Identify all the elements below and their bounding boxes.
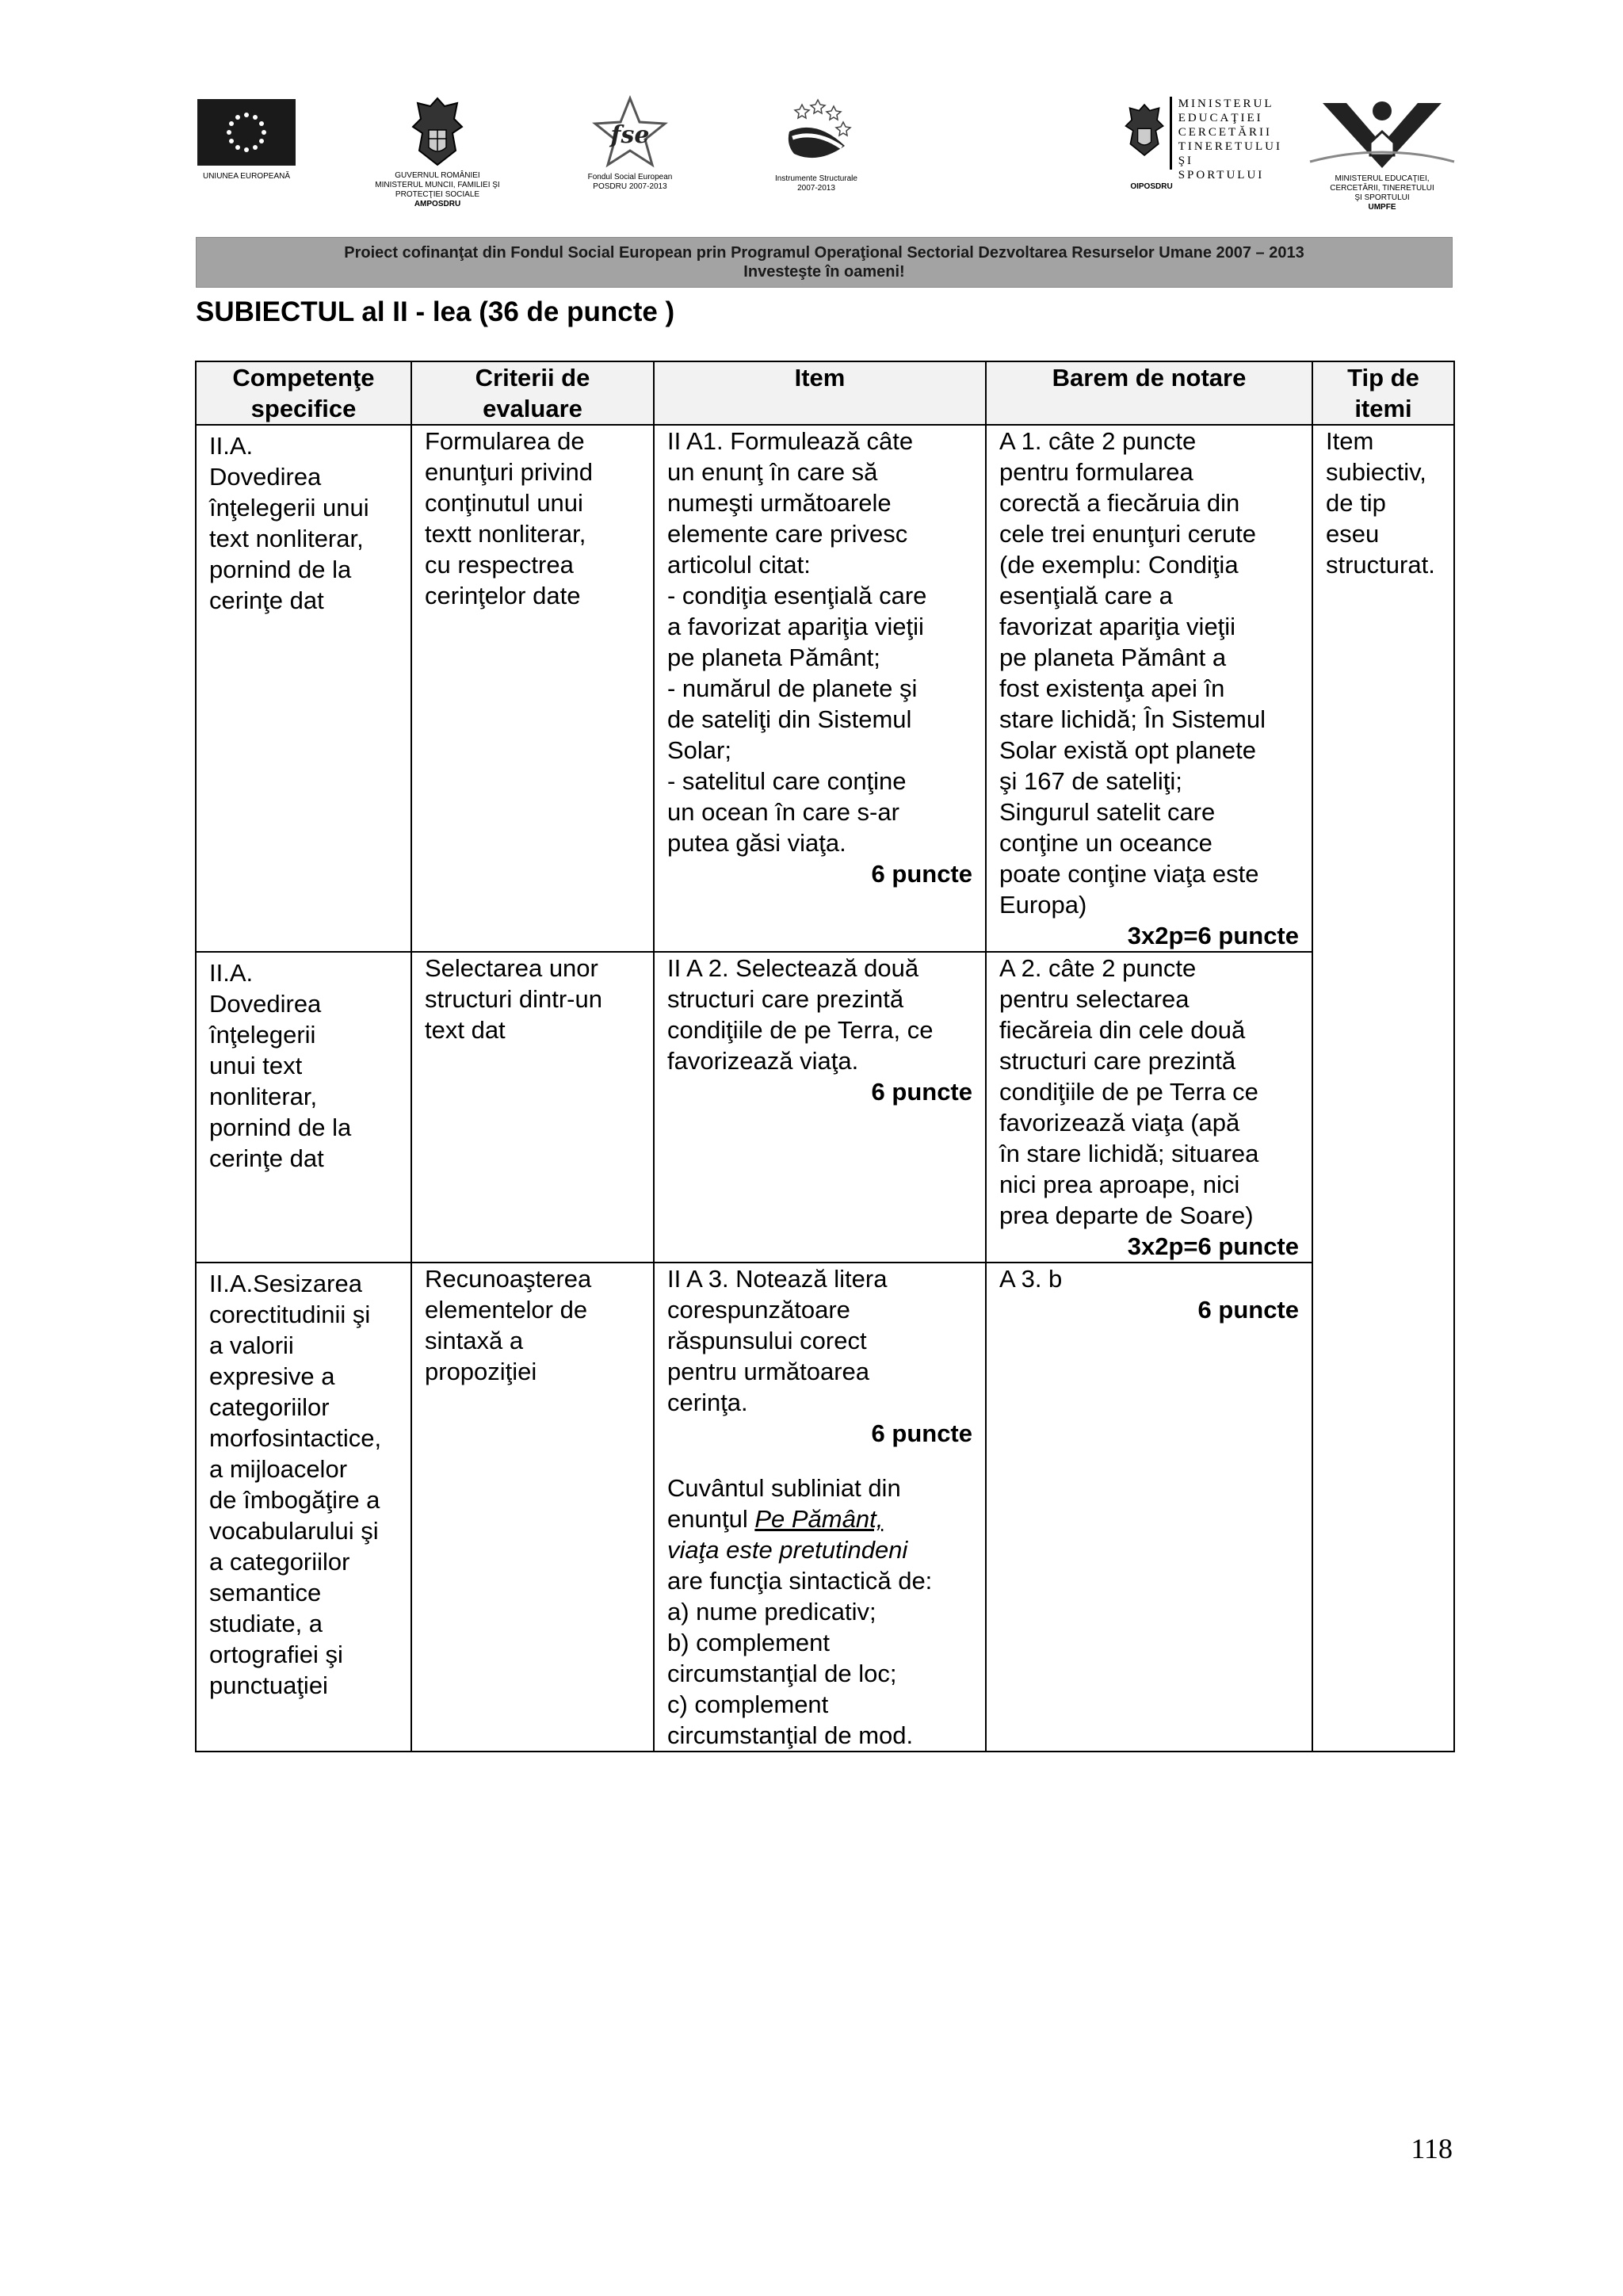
text-line: a categoriilor — [209, 1548, 350, 1576]
text-line: de sateliţi din Sistemul — [667, 705, 912, 733]
text-line: elementelor de — [425, 1296, 588, 1324]
barem-cell — [986, 1263, 1312, 1752]
gov-caption-1: GUVERNUL ROMÂNIEI — [395, 171, 480, 180]
text-line: ortografiei şi — [209, 1641, 343, 1668]
text-line: cerinţa. — [667, 1389, 748, 1416]
page-number: 118 — [1411, 2133, 1453, 2164]
gov-caption-3: PROTECŢIEI SOCIALE — [395, 190, 480, 199]
text-line: II.A. — [209, 432, 254, 460]
text-line: corectitudinii şi — [209, 1301, 371, 1328]
text-line: studiate, a — [209, 1610, 323, 1637]
text-line: fost existenţa apei în — [999, 674, 1225, 702]
text-line: sintaxă a — [425, 1327, 524, 1354]
umpfe-caption-2: CERCETĂRII, TINERETULUI — [1330, 184, 1434, 193]
text-line: enunţuri privind — [425, 458, 593, 486]
criterii-cell — [411, 952, 654, 1263]
text-line: favorizează viaţa (apă — [999, 1109, 1240, 1137]
banner-line-2: Investeşte în oameni! — [743, 263, 905, 281]
text-line: circumstanţial de mod. — [667, 1721, 914, 1749]
text-line: putea găsi viaţa. — [667, 829, 846, 857]
text-line: c) complement — [667, 1690, 829, 1718]
text-line: A 3. b — [999, 1265, 1063, 1293]
text-line: esenţială care a — [999, 582, 1173, 609]
question-sentence: enunţul Pe Pământ, — [667, 1505, 884, 1533]
text-line: circumstanţial de loc; — [667, 1660, 897, 1687]
text-line: fiecăreia din cele două — [999, 1016, 1246, 1044]
question-sentence-end: viaţa este pretutindeni — [667, 1536, 908, 1564]
text-line: pornind de la — [209, 1114, 352, 1141]
ministry-line-1: MINISTERUL — [1178, 97, 1274, 110]
header-tip-itemi: Tip de itemi — [1312, 361, 1454, 425]
text-line: subiectiv, — [1326, 458, 1426, 486]
text-line: punctuaţiei — [209, 1671, 328, 1699]
ministry-line-5: ŞI SPORTULUI — [1178, 155, 1265, 181]
text-line: a favorizat apariţia vieţii — [667, 613, 924, 640]
text-line: de îmbogăţire a — [209, 1486, 380, 1514]
text-line: înţelegerii unui — [209, 494, 369, 521]
text-line: unui text — [209, 1052, 303, 1079]
text-line: structurat. — [1326, 551, 1435, 579]
text-line: Solar există opt planete — [999, 736, 1256, 764]
item-points: 6 puncte — [871, 860, 972, 888]
text-line: favorizează viaţa. — [667, 1047, 859, 1075]
text-line: şi 167 de sateliţi; — [999, 767, 1182, 795]
is-caption-2: 2007-2013 — [797, 184, 835, 193]
fse-caption-2: POSDRU 2007-2013 — [593, 182, 667, 191]
fse-caption-1: Fondul Social European — [587, 173, 673, 181]
text-line: Dovedirea — [209, 463, 322, 491]
text-line: conţinutul unui — [425, 489, 583, 517]
grading-table — [195, 361, 1455, 1752]
umpfe-caption-4: UMPFE — [1368, 203, 1396, 212]
item-cell — [654, 952, 986, 1263]
text-line: Selectarea unor — [425, 954, 598, 982]
fse-mark: fse — [610, 121, 650, 149]
text-line: Dovedirea — [209, 990, 322, 1018]
item-cell — [654, 1263, 986, 1752]
text-line: un ocean în care s-ar — [667, 798, 899, 826]
text-line: a mijloacelor — [209, 1455, 348, 1483]
barem-points: 6 puncte — [1197, 1296, 1299, 1324]
text-line: - condiţia esenţială care — [667, 582, 927, 609]
barem-points: 3x2p=6 puncte — [1127, 922, 1299, 949]
oiposdru-caption: OIPOSDRU — [1130, 182, 1173, 191]
table-row — [196, 1263, 1454, 1752]
text-line: pentru următoarea — [667, 1358, 870, 1385]
text-line: Europa) — [999, 891, 1087, 919]
text-line: are funcţia sintactică de: — [667, 1567, 933, 1595]
text-line: Solar; — [667, 736, 731, 764]
structural-instruments-logo — [761, 95, 872, 193]
text-line: articolul citat: — [667, 551, 811, 579]
text-line: pornind de la — [209, 556, 352, 583]
table-row — [196, 952, 1454, 1263]
text-line: A 1. câte 2 puncte — [999, 427, 1197, 455]
text-line: nici prea aproape, nici — [999, 1171, 1240, 1198]
text-line: în stare lichidă; situarea — [999, 1140, 1259, 1167]
barem-points: 3x2p=6 puncte — [1127, 1232, 1299, 1260]
text-line: II A 2. Selectează două — [667, 954, 919, 982]
text-line: a valorii — [209, 1331, 294, 1359]
text-line: structuri care prezintă — [667, 985, 904, 1013]
text-line: - numărul de planete şi — [667, 674, 918, 702]
text-line: A 2. câte 2 puncte — [999, 954, 1197, 982]
question-lead: Cuvântul subliniat din — [667, 1474, 901, 1502]
text-line: (de exemplu: Condiţia — [999, 551, 1239, 579]
competente-cell — [196, 425, 411, 952]
structural-instruments-icon — [778, 95, 854, 171]
text-line: vocabularului şi — [209, 1517, 379, 1545]
text-line: cerinţe dat — [209, 1144, 324, 1172]
text-line: conţine un oceance — [999, 829, 1212, 857]
table-row — [196, 425, 1454, 952]
text-line: Singurul satelit care — [999, 798, 1216, 826]
text-line: un enunţ în care să — [667, 458, 878, 486]
text-line: numeşti următoarele — [667, 489, 892, 517]
eu-logo — [195, 99, 298, 181]
item-cell — [654, 425, 986, 952]
umpfe-caption-3: ŞI SPORTULUI — [1354, 193, 1410, 202]
text-line: stare lichidă; În Sistemul — [999, 705, 1266, 733]
umpfe-icon — [1307, 95, 1457, 171]
text-line: II A1. Formulează câte — [667, 427, 914, 455]
item-points: 6 puncte — [871, 1419, 972, 1447]
romanian-coat-of-arms-icon — [410, 95, 465, 168]
criterii-cell — [411, 425, 654, 952]
text-line: cerinţelor date — [425, 582, 581, 609]
text-line: nonliterar, — [209, 1083, 318, 1110]
ministry-line-2: EDUCAŢIEI — [1178, 112, 1263, 124]
ministry-coat-of-arms-icon — [1124, 97, 1165, 163]
header-item: Item — [654, 361, 986, 425]
item-points: 6 puncte — [871, 1078, 972, 1106]
gov-caption-2: MINISTERUL MUNCII, FAMILIEI ŞI — [375, 181, 500, 189]
fse-star-icon — [592, 94, 668, 170]
text-line: Formularea de — [425, 427, 585, 455]
ministry-line-3: CERCETĂRII — [1178, 126, 1273, 139]
text-line: favorizat apariţia vieţii — [999, 613, 1236, 640]
text-line: eseu — [1326, 520, 1380, 548]
text-line: prea departe de Soare) — [999, 1201, 1254, 1229]
text-line: II.A.Sesizarea — [209, 1270, 362, 1297]
text-line: cerinţe dat — [209, 586, 324, 614]
text-line: răspunsului corect — [667, 1327, 867, 1354]
text-line: cele trei enunţuri cerute — [999, 520, 1256, 548]
text-line: categoriilor — [209, 1393, 330, 1421]
text-line: cu respectrea — [425, 551, 574, 579]
eu-flag-icon — [197, 99, 296, 166]
table-header-row — [196, 361, 1454, 425]
text-line: înţelegerii — [209, 1021, 316, 1049]
text-line: text dat — [425, 1016, 506, 1044]
text-line: condiţiile de pe Terra, ce — [667, 1016, 934, 1044]
gov-caption-4: AMPOSDRU — [414, 200, 461, 208]
umpfe-logo — [1306, 95, 1458, 212]
is-caption-1: Instrumente Structurale — [775, 174, 857, 183]
text-line: condiţiile de pe Terra ce — [999, 1078, 1258, 1106]
text-line: Item — [1326, 427, 1374, 455]
text-line: II A 3. Notează litera — [667, 1265, 888, 1293]
barem-cell — [986, 425, 1312, 952]
header-competente: Competenţe specifice — [196, 361, 411, 425]
text-line: pe planeta Pământ; — [667, 644, 880, 671]
project-banner — [196, 237, 1453, 288]
eu-caption: UNIUNEA EUROPEANĂ — [202, 172, 291, 181]
text-line: II.A. — [209, 959, 254, 987]
fse-logo — [571, 94, 689, 192]
subject-title: SUBIECTUL al II - lea (36 de puncte ) — [196, 296, 675, 327]
barem-cell — [986, 952, 1312, 1263]
text-line: a) nume predicativ; — [667, 1598, 876, 1626]
text-line: pentru formularea — [999, 458, 1193, 486]
text-line: structuri dintr-un — [425, 985, 602, 1013]
text-line: corespunzătoare — [667, 1296, 850, 1324]
underlined-phrase: Pe Pământ, — [754, 1505, 884, 1533]
text-line: pe planeta Pământ a — [999, 644, 1227, 671]
ministry-line-4: TINERETULUI — [1178, 140, 1282, 153]
text-line: poate conţine viaţa este — [999, 860, 1259, 888]
competente-cell — [196, 1263, 411, 1752]
text-line: propoziţiei — [425, 1358, 537, 1385]
text-line: Recunoaşterea — [425, 1265, 592, 1293]
competente-cell — [196, 952, 411, 1263]
umpfe-caption-1: MINISTERUL EDUCAŢIEI, — [1335, 174, 1430, 183]
text-line: morfosintactice, — [209, 1424, 382, 1452]
criterii-cell — [411, 1263, 654, 1752]
text-line: elemente care privesc — [667, 520, 908, 548]
ministry-logo — [1124, 97, 1282, 192]
text-line: expresive a — [209, 1362, 335, 1390]
text-line: structuri care prezintă — [999, 1047, 1236, 1075]
text-line: corectă a fiecăruia din — [999, 489, 1240, 517]
banner-line-1: Proiect cofinanţat din Fondul Social European prin Programul Operaţional Sectorial Dezvoltarea Resurselor Umane 2007 – 2013 — [344, 244, 1304, 262]
header-criterii: Criterii de evaluare — [411, 361, 654, 425]
text-line: b) complement — [667, 1629, 831, 1656]
text-line: textt nonliterar, — [425, 520, 586, 548]
text-line: text nonliterar, — [209, 525, 364, 552]
header-barem: Barem de notare — [986, 361, 1312, 425]
text-line: pentru selectarea — [999, 985, 1190, 1013]
text-line: de tip — [1326, 489, 1386, 517]
gov-logo — [358, 95, 517, 209]
text-line: semantice — [209, 1579, 322, 1606]
tip-itemi-cell — [1312, 425, 1454, 1752]
text-line: - satelitul care conţine — [667, 767, 907, 795]
